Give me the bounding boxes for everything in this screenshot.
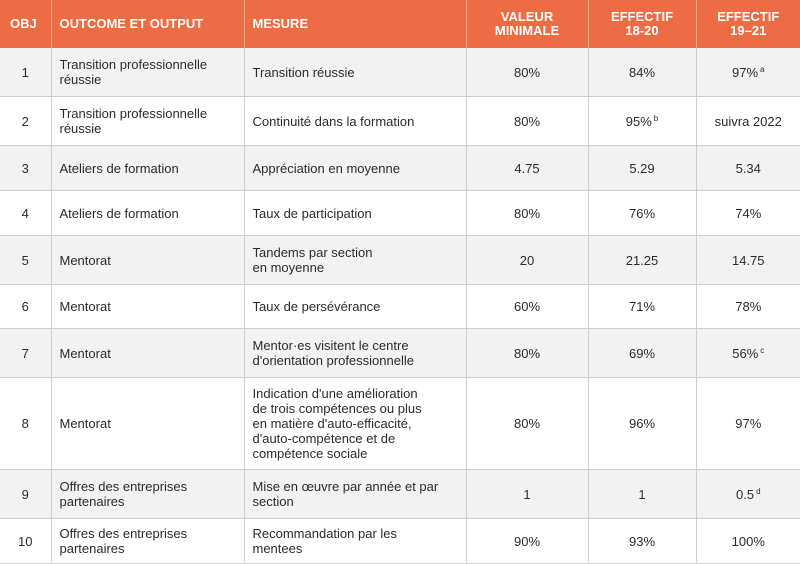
effectif-value: 84%	[628, 64, 656, 80]
cell-effectif-19-21	[696, 191, 800, 236]
valeur-value: 1	[523, 486, 531, 502]
cell-mesure	[244, 329, 466, 378]
table-header	[0, 0, 800, 48]
mesure-text: d'orientation professionnelle	[252, 353, 414, 368]
cell-effectif-18-20	[588, 519, 696, 564]
obj-number: 10	[18, 533, 33, 549]
cell-effectif-19-21	[696, 378, 800, 470]
cell-obj	[0, 48, 51, 97]
outcome-text: Mentorat	[59, 416, 111, 431]
outcome-text: Mentorat	[59, 299, 111, 314]
cell-outcome	[51, 191, 244, 236]
table-row	[0, 329, 800, 378]
cell-mesure	[244, 146, 466, 191]
effectif-value: 5.34	[735, 160, 761, 176]
effectif-value: 97%	[735, 416, 762, 431]
valeur-value: 80%	[513, 345, 541, 361]
cell-effectif-19-21	[696, 146, 800, 191]
table-row	[0, 519, 800, 564]
cell-mesure	[244, 470, 466, 519]
mesure-text: compétence sociale	[252, 446, 368, 461]
cell-mesure	[244, 97, 466, 146]
header-effectif-19-21: EFFECTIF 19–21	[696, 0, 800, 48]
cell-valeur-minimale	[466, 236, 588, 285]
mesure-text: en matière d'auto-efficacité,	[252, 416, 412, 431]
table-row	[0, 146, 800, 191]
cell-effectif-18-20	[588, 470, 696, 519]
outcome-text: réussie	[59, 121, 102, 136]
mesure-text: Mise en œuvre par année et par	[252, 479, 439, 494]
effectif-value: 56%	[732, 345, 759, 361]
mesure-text: Transition réussie	[252, 64, 355, 80]
cell-valeur-minimale	[466, 146, 588, 191]
obj-number: 1	[21, 64, 29, 80]
cell-outcome	[51, 470, 244, 519]
cell-obj	[0, 97, 51, 146]
cell-mesure	[244, 48, 466, 97]
header-effectif-18-20: EFFECTIF 18-20	[588, 0, 696, 48]
cell-obj	[0, 191, 51, 236]
obj-number: 9	[21, 486, 29, 502]
effectif-value: 95%	[625, 113, 652, 129]
mesure-text: en moyenne	[252, 260, 325, 275]
outcome-text: Transition professionnelle	[59, 57, 208, 72]
outcome-text: partenaires	[59, 494, 125, 509]
outcome-text: Transition professionnelle	[59, 106, 208, 121]
cell-valeur-minimale	[466, 191, 588, 236]
cell-effectif-19-21	[696, 97, 800, 146]
outcome-text: Ateliers de formation	[59, 160, 179, 176]
table-row	[0, 285, 800, 329]
table-row	[0, 97, 800, 146]
effectif-value: 1	[638, 486, 646, 502]
effectif-value: 0.5	[735, 486, 755, 502]
mesure-text: Taux de persévérance	[252, 299, 381, 314]
cell-effectif-18-20	[588, 48, 696, 97]
cell-effectif-18-20	[588, 285, 696, 329]
cell-effectif-18-20	[588, 146, 696, 191]
mesure-text: Taux de participation	[252, 205, 372, 221]
obj-number: 3	[21, 160, 29, 176]
mesure-text: Tandems par section	[252, 245, 373, 260]
cell-mesure	[244, 378, 466, 470]
cell-outcome	[51, 329, 244, 378]
cell-mesure	[244, 236, 466, 285]
cell-effectif-19-21	[696, 48, 800, 97]
table-row	[0, 48, 800, 97]
outcome-text: Mentorat	[59, 252, 111, 268]
cell-outcome	[51, 285, 244, 329]
cell-effectif-18-20	[588, 378, 696, 470]
effectif-value: 93%	[628, 533, 656, 549]
effectif-value: suivra 2022	[714, 113, 782, 129]
cell-valeur-minimale	[466, 378, 588, 470]
cell-mesure	[244, 191, 466, 236]
table-row	[0, 236, 800, 285]
effectif-value: 97%	[732, 64, 759, 80]
header-valeur-minimale: VALEUR MINIMALE	[466, 0, 588, 48]
footnote-marker: a	[760, 64, 765, 74]
effectif-value: 74%	[735, 205, 762, 221]
cell-outcome	[51, 48, 244, 97]
effectif-value: 69%	[628, 345, 656, 361]
table-row	[0, 470, 800, 519]
cell-outcome	[51, 378, 244, 470]
mesure-text: Indication d'une amélioration	[252, 386, 418, 401]
mesure-text: de trois compétences ou plus	[252, 401, 422, 416]
cell-valeur-minimale	[466, 97, 588, 146]
cell-effectif-19-21	[696, 470, 800, 519]
outcome-text: Ateliers de formation	[59, 205, 179, 221]
mesure-text: mentees	[252, 541, 303, 556]
footnote-marker: b	[653, 113, 659, 123]
cell-valeur-minimale	[466, 329, 588, 378]
cell-outcome	[51, 146, 244, 191]
obj-number: 4	[21, 205, 29, 221]
table-row	[0, 378, 800, 470]
cell-mesure	[244, 519, 466, 564]
cell-obj	[0, 236, 51, 285]
effectif-value: 5.29	[629, 160, 655, 176]
cell-outcome	[51, 97, 244, 146]
cell-obj	[0, 519, 51, 564]
obj-number: 8	[21, 416, 29, 431]
cell-effectif-19-21	[696, 285, 800, 329]
effectif-value: 96%	[628, 416, 656, 431]
table-body	[0, 48, 800, 564]
mesure-text: d'auto-compétence et de	[252, 431, 396, 446]
mesure-text: section	[252, 494, 294, 509]
cell-obj	[0, 146, 51, 191]
footnote-marker: c	[760, 345, 765, 355]
effectif-value: 14.75	[731, 252, 765, 268]
header-obj: OBJ	[0, 0, 51, 48]
cell-valeur-minimale	[466, 285, 588, 329]
table-row	[0, 191, 800, 236]
cell-obj	[0, 470, 51, 519]
cell-mesure	[244, 285, 466, 329]
valeur-value: 80%	[513, 113, 541, 129]
outcome-text: Offres des entreprises	[59, 479, 188, 494]
valeur-value: 80%	[513, 205, 541, 221]
outcome-text: partenaires	[59, 541, 125, 556]
obj-number: 6	[21, 299, 29, 314]
cell-effectif-18-20	[588, 191, 696, 236]
effectif-value: 71%	[628, 299, 656, 314]
effectif-value: 21.25	[625, 252, 659, 268]
header-outcome: OUTCOME ET OUTPUT	[51, 0, 244, 48]
cell-valeur-minimale	[466, 48, 588, 97]
effectif-value: 78%	[735, 299, 762, 314]
valeur-value: 80%	[513, 416, 541, 431]
mesure-text: Continuité dans la formation	[252, 113, 415, 129]
cell-obj	[0, 329, 51, 378]
valeur-value: 80%	[513, 64, 541, 80]
cell-effectif-18-20	[588, 97, 696, 146]
cell-effectif-19-21	[696, 519, 800, 564]
cell-obj	[0, 378, 51, 470]
obj-number: 2	[21, 113, 29, 129]
cell-obj	[0, 285, 51, 329]
cell-valeur-minimale	[466, 519, 588, 564]
header-mesure: MESURE	[244, 0, 466, 48]
cell-outcome	[51, 519, 244, 564]
valeur-value: 60%	[513, 299, 541, 314]
obj-number: 5	[21, 252, 29, 268]
cell-effectif-19-21	[696, 329, 800, 378]
mesure-text: Mentor·es visitent le centre	[252, 338, 409, 353]
outcome-text: Mentorat	[59, 345, 111, 361]
cell-effectif-18-20	[588, 329, 696, 378]
cell-outcome	[51, 236, 244, 285]
cell-effectif-19-21	[696, 236, 800, 285]
mesure-text: Recommandation par les	[252, 526, 398, 541]
mesure-text: Appréciation en moyenne	[252, 160, 400, 176]
obj-number: 7	[21, 345, 29, 361]
cell-effectif-18-20	[588, 236, 696, 285]
effectif-value: 100%	[731, 533, 765, 549]
footnote-marker: d	[756, 486, 761, 496]
valeur-value: 90%	[513, 533, 541, 549]
effectif-value: 76%	[628, 205, 656, 221]
outcome-text: Offres des entreprises	[59, 526, 188, 541]
valeur-value: 20	[519, 252, 535, 268]
outcome-text: réussie	[59, 72, 102, 87]
cell-valeur-minimale	[466, 470, 588, 519]
valeur-value: 4.75	[514, 160, 540, 176]
